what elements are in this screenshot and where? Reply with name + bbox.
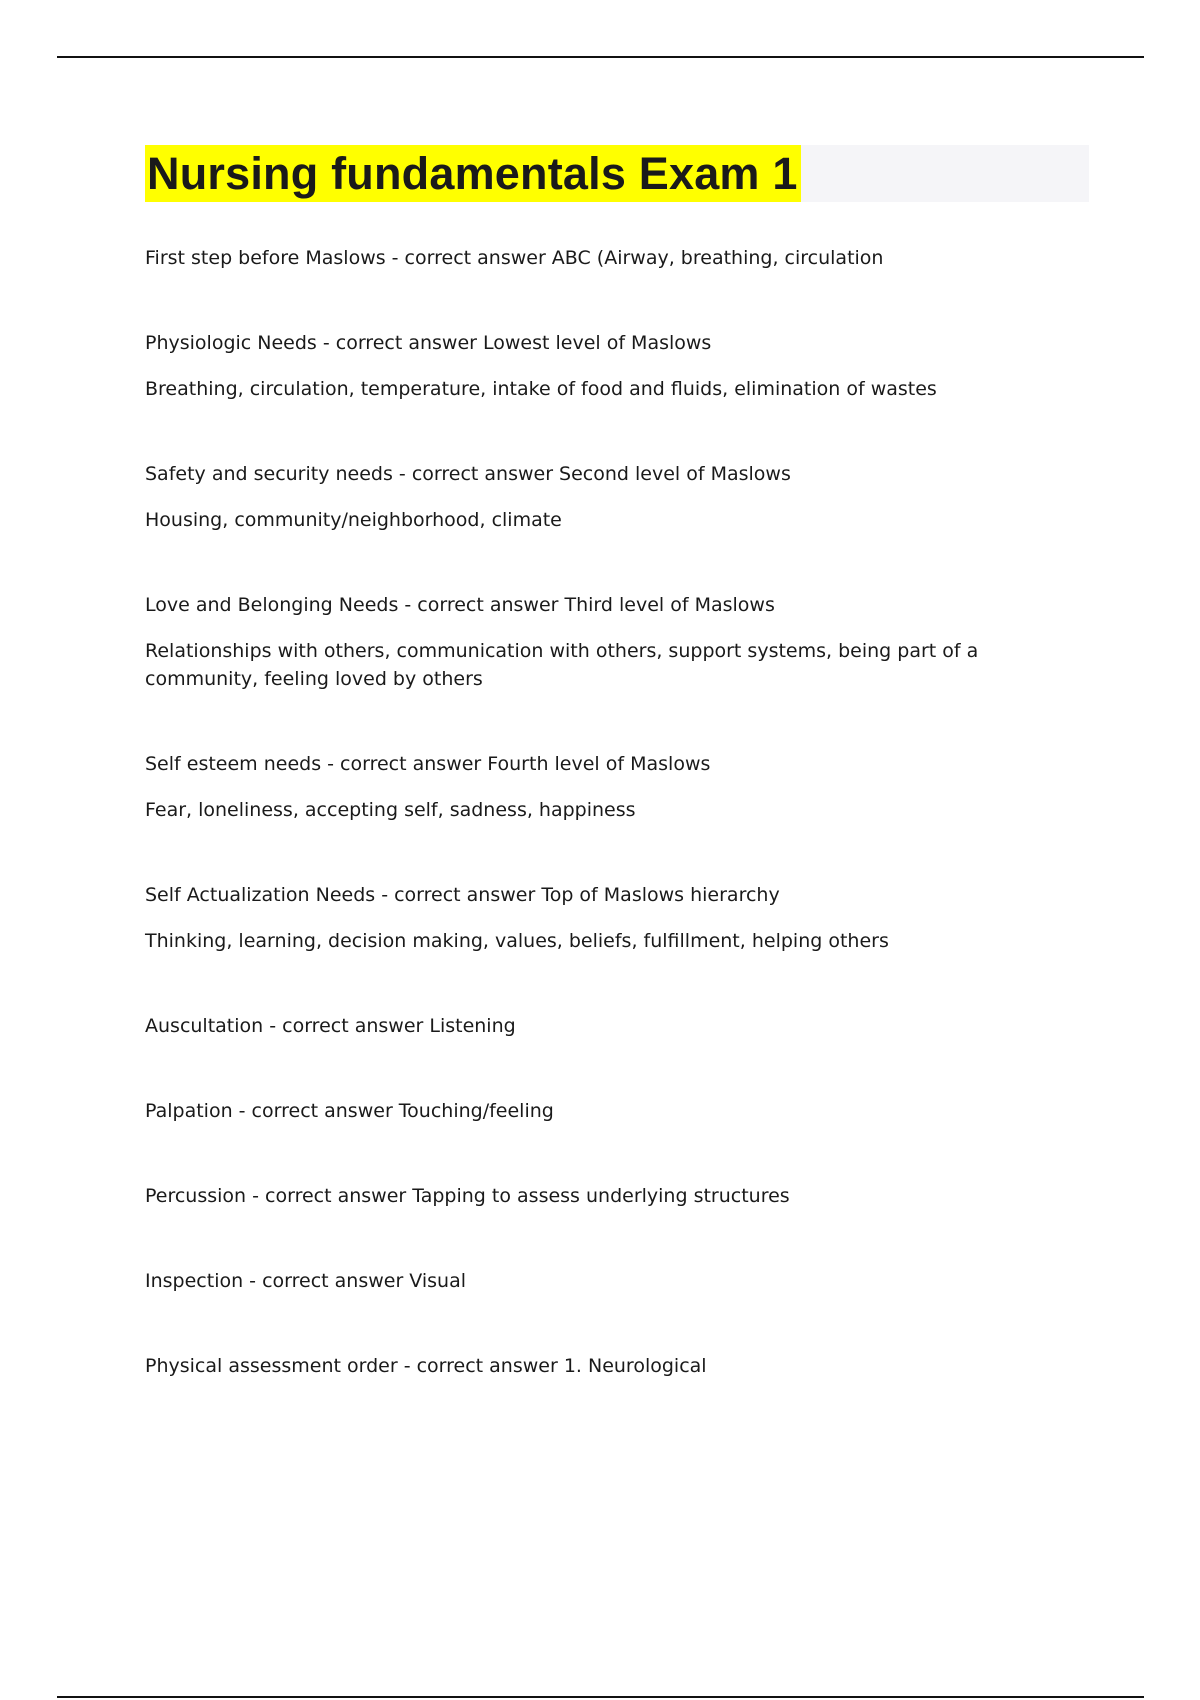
flashcard-entry xyxy=(145,244,1065,272)
bottom-divider xyxy=(57,1696,1144,1698)
flashcard-entry xyxy=(145,460,1065,534)
entry-detail: Housing, community/neighborhood, climate xyxy=(145,509,562,531)
entry-question: Percussion - correct answer Tapping to assess underlying structures xyxy=(145,1185,790,1207)
entry-question: Palpation - correct answer Touching/feeling xyxy=(145,1100,554,1122)
flashcard-entry xyxy=(145,881,1065,955)
top-divider xyxy=(57,56,1144,58)
flashcard-entry xyxy=(145,750,1065,824)
flashcard-entry xyxy=(145,1097,1065,1125)
flashcard-entry xyxy=(145,1267,1065,1295)
entry-question: Physical assessment order - correct answer 1. Neurological xyxy=(145,1355,707,1377)
entry-question: Physiologic Needs - correct answer Lowest level of Maslows xyxy=(145,332,712,354)
entry-detail: Breathing, circulation, temperature, intake of food and fluids, elimination of wastes xyxy=(145,378,937,400)
flashcard-entry xyxy=(145,1182,1065,1210)
flashcard-entry xyxy=(145,1012,1065,1040)
entry-question: Inspection - correct answer Visual xyxy=(145,1270,467,1292)
flashcard-entry xyxy=(145,591,1065,693)
document-title: Nursing fundamentals Exam 1 xyxy=(145,145,801,202)
document-body xyxy=(145,244,1065,1437)
entry-question: Love and Belonging Needs - correct answer Third level of Maslows xyxy=(145,594,775,616)
entry-question: First step before Maslows - correct answer ABC (Airway, breathing, circulation xyxy=(145,247,884,269)
flashcard-entry xyxy=(145,1352,1065,1380)
entry-detail: Fear, loneliness, accepting self, sadness, happiness xyxy=(145,799,636,821)
flashcard-entry xyxy=(145,329,1065,403)
entry-question: Auscultation - correct answer Listening xyxy=(145,1015,516,1037)
entry-detail: Thinking, learning, decision making, values, beliefs, fulfillment, helping others xyxy=(145,930,889,952)
entry-question: Self esteem needs - correct answer Fourth level of Maslows xyxy=(145,753,711,775)
entry-question: Safety and security needs - correct answer Second level of Maslows xyxy=(145,463,791,485)
title-band xyxy=(145,145,1089,202)
entry-question: Self Actualization Needs - correct answer Top of Maslows hierarchy xyxy=(145,884,780,906)
entry-detail: Relationships with others, communication with others, support systems, being part of a community, feeling loved by others xyxy=(145,640,979,690)
